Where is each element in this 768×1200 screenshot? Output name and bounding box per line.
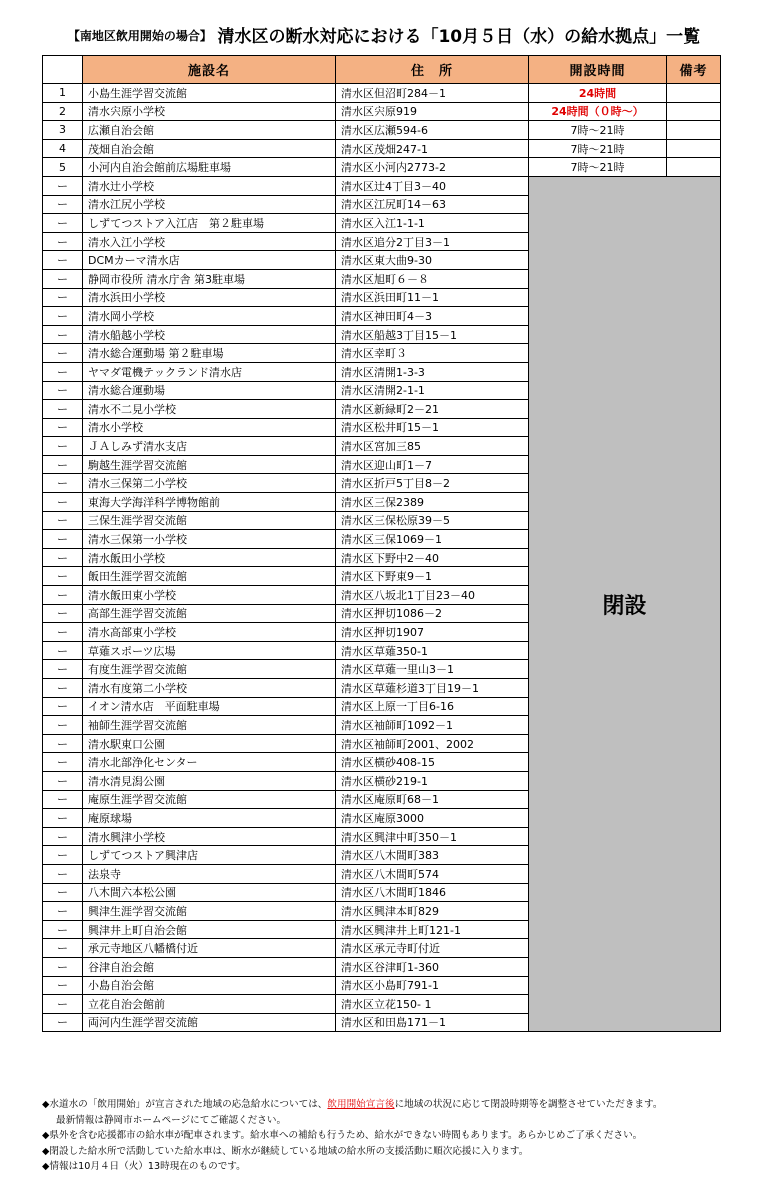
note-1-sub: 最新情報は静岡市ホームページにてご確認ください。 [56,1114,287,1126]
facility-address: 清水区浜田町11－1 [336,288,529,307]
row-number: ー [43,418,83,437]
facility-address: 清水区宍原919 [336,102,529,121]
facility-name: ＪＡしみず清水支店 [83,437,336,456]
facility-address: 清水区東大曲9-30 [336,251,529,270]
facility-address: 清水区江尻町14－63 [336,195,529,214]
header-hours: 開設時間 [529,56,667,84]
table-row [43,176,721,195]
header-remarks: 備考 [667,56,721,84]
facility-address: 清水区迎山町1－7 [336,455,529,474]
facility-name: 清水清見潟公園 [83,771,336,790]
facility-address: 清水区谷津町1-360 [336,957,529,976]
row-number: ー [43,474,83,493]
facility-name: 清水三保第二小学校 [83,474,336,493]
facility-address: 清水区興津本町829 [336,902,529,921]
facility-name: 小河内自治会館前広場駐車場 [83,158,336,177]
facility-address: 清水区八木間町383 [336,846,529,865]
facility-address: 清水区袖師町2001、2002 [336,734,529,753]
row-number: ー [43,400,83,419]
facility-name: 清水飯田東小学校 [83,586,336,605]
row-number: ー [43,493,83,512]
row-number: ー [43,771,83,790]
facility-name: 広瀬自治会館 [83,121,336,140]
table-row [43,121,721,140]
note-1 [42,1097,742,1113]
remarks-cell [667,158,721,177]
opening-hours: 7時～21時 [529,139,667,158]
facility-address: 清水区辻4丁目3－40 [336,176,529,195]
row-number: ー [43,846,83,865]
header-address: 住 所 [336,56,529,84]
title-prefix: 【南地区飲用開始の場合】 [67,29,212,43]
facility-name: 清水小学校 [83,418,336,437]
facility-address: 清水区興津井上町121-1 [336,920,529,939]
facility-name: 清水不二見小学校 [83,400,336,419]
facility-name: 清水三保第一小学校 [83,530,336,549]
row-number: ー [43,623,83,642]
facility-address: 清水区八坂北1丁目23－40 [336,586,529,605]
facility-name: 谷津自治会館 [83,957,336,976]
facility-name: 清水船越小学校 [83,325,336,344]
opening-hours: 24時間 [529,84,667,103]
remarks-cell [667,102,721,121]
facility-address: 清水区小島町791-1 [336,976,529,995]
facility-address: 清水区清開2-1-1 [336,381,529,400]
row-number: ー [43,827,83,846]
opening-hours: 7時～21時 [529,121,667,140]
facility-address: 清水区庵原3000 [336,809,529,828]
facility-address: 清水区旭町６－８ [336,269,529,288]
facility-name: 興津生涯学習交流館 [83,902,336,921]
facility-address: 清水区袖師町1092－1 [336,716,529,735]
facility-name: 駒越生涯学習交流館 [83,455,336,474]
row-number: 4 [43,139,83,158]
facility-name: DCMカーマ清水店 [83,251,336,270]
facility-address: 清水区横砂219-1 [336,771,529,790]
facility-address: 清水区折戸5丁目8－2 [336,474,529,493]
header-num [43,56,83,84]
table-row [43,158,721,177]
facility-name: 清水総合運動場 [83,381,336,400]
row-number: ー [43,697,83,716]
row-number: ー [43,381,83,400]
facility-address: 清水区追分2丁目3－1 [336,232,529,251]
row-number: ー [43,660,83,679]
facility-address: 清水区草薙350-1 [336,641,529,660]
facility-name: 清水岡小学校 [83,307,336,326]
facility-address: 清水区三保1069－1 [336,530,529,549]
facility-name: 袖師生涯学習交流館 [83,716,336,735]
facility-address: 清水区八木間町574 [336,864,529,883]
row-number: ー [43,734,83,753]
facility-address: 清水区押切1086－2 [336,604,529,623]
facility-address: 清水区小河内2773-2 [336,158,529,177]
facility-name: 清水飯田小学校 [83,548,336,567]
row-number: ー [43,530,83,549]
notes [42,1097,742,1175]
closed-status: 閉設 [529,176,721,1031]
facility-name: 清水有度第二小学校 [83,679,336,698]
facility-address: 清水区下野東9－1 [336,567,529,586]
title-main: 清水区の断水対応における「10月５日（水）の給水拠点」一覧 [217,27,701,47]
row-number: ー [43,251,83,270]
row-number: 1 [43,84,83,103]
facility-address: 清水区草薙一里山3－1 [336,660,529,679]
facility-address: 清水区押切1907 [336,623,529,642]
facility-address: 清水区三保松原39－5 [336,511,529,530]
facility-name: 清水総合運動場 第２駐車場 [83,344,336,363]
row-number: ー [43,176,83,195]
row-number: ー [43,716,83,735]
facility-name: 茂畑自治会館 [83,139,336,158]
facility-name: 興津井上町自治会館 [83,920,336,939]
facility-name: 高部生涯学習交流館 [83,604,336,623]
facility-address: 清水区興津中町350－1 [336,827,529,846]
water-supply-table [42,55,721,1032]
row-number: ー [43,1013,83,1032]
facility-address: 清水区船越3丁目15－1 [336,325,529,344]
row-number: ー [43,307,83,326]
header-name: 施設名 [83,56,336,84]
row-number: ー [43,902,83,921]
page-title [0,22,768,47]
row-number: ー [43,269,83,288]
facility-name: 清水浜田小学校 [83,288,336,307]
facility-name: 清水江尻小学校 [83,195,336,214]
row-number: ー [43,976,83,995]
row-number: 2 [43,102,83,121]
facility-address: 清水区新緑町2－21 [336,400,529,419]
row-number: ー [43,604,83,623]
facility-address: 清水区神田町4－3 [336,307,529,326]
opening-hours: 24時間（０時～） [529,102,667,121]
facility-name: ヤマダ電機テックランド清水店 [83,362,336,381]
facility-name: イオン清水店 平面駐車場 [83,697,336,716]
facility-name: 清水入江小学校 [83,232,336,251]
facility-name: 清水興津小学校 [83,827,336,846]
facility-address: 清水区上原一丁目6-16 [336,697,529,716]
row-number: ー [43,864,83,883]
remarks-cell [667,121,721,140]
table-row [43,84,721,103]
facility-name: 草薙スポーツ広場 [83,641,336,660]
row-number: ー [43,883,83,902]
facility-name: 東海大学海洋科学博物館前 [83,493,336,512]
row-number: ー [43,957,83,976]
facility-address: 清水区三保2389 [336,493,529,512]
facility-address: 清水区幸町３ [336,344,529,363]
facility-address: 清水区宮加三85 [336,437,529,456]
row-number: ー [43,344,83,363]
row-number: ー [43,939,83,958]
note-2: ◆県外を含む応援都市の給水車が配車されます。給水車への補給も行うため、給水ができない時間もあります。あらかじめご了承ください。 [42,1130,643,1141]
facility-address: 清水区和田島171－1 [336,1013,529,1032]
row-number: ー [43,809,83,828]
row-number: ー [43,679,83,698]
facility-address: 清水区清開1-3-3 [336,362,529,381]
facility-name: 清水北部浄化センター [83,753,336,772]
row-number: ー [43,995,83,1014]
facility-name: 有度生涯学習交流館 [83,660,336,679]
row-number: ー [43,511,83,530]
facility-address: 清水区承元寺町付近 [336,939,529,958]
facility-name: 清水高部東小学校 [83,623,336,642]
row-number: ー [43,567,83,586]
table-row [43,139,721,158]
facility-name: 清水駅東口公園 [83,734,336,753]
facility-address: 清水区草薙杉道3丁目19－1 [336,679,529,698]
row-number: ー [43,455,83,474]
table-row [43,102,721,121]
row-number: ー [43,586,83,605]
facility-address: 清水区但沼町284－1 [336,84,529,103]
facility-name: 三保生涯学習交流館 [83,511,336,530]
facility-name: 八木間六本松公園 [83,883,336,902]
row-number: ー [43,641,83,660]
row-number: 5 [43,158,83,177]
facility-name: 承元寺地区八幡橋付近 [83,939,336,958]
facility-name: 清水辻小学校 [83,176,336,195]
row-number: ー [43,437,83,456]
note-4: ◆情報は10月４日（火）13時現在のものです。 [42,1161,246,1172]
row-number: ー [43,325,83,344]
row-number: ー [43,195,83,214]
facility-address: 清水区松井町15－1 [336,418,529,437]
note-1-text: ◆水道水の「飲用開始」が宣言された地域の応急給水については、 [42,1099,328,1110]
facility-name: 飯田生涯学習交流館 [83,567,336,586]
row-number: ー [43,288,83,307]
facility-address: 清水区広瀬594-6 [336,121,529,140]
note-1-highlight: 飲用開始宣言後 [327,1099,395,1110]
row-number: ー [43,214,83,233]
row-number: 3 [43,121,83,140]
facility-address: 清水区下野中2－40 [336,548,529,567]
remarks-cell [667,84,721,103]
facility-name: 清水宍原小学校 [83,102,336,121]
note-3: ◆閉設した給水所で活動していた給水車は、断水が継続している地域の給水所の支援活動に順次応援に入ります。 [42,1145,529,1157]
facility-name: 庵原生涯学習交流館 [83,790,336,809]
facility-name: 両河内生涯学習交流館 [83,1013,336,1032]
row-number: ー [43,790,83,809]
row-number: ー [43,920,83,939]
note-1-text-2: に地域の状況に応じて閉設時期等を調整させていただきます。 [394,1099,663,1110]
facility-address: 清水区立花150- 1 [336,995,529,1014]
table-header-row [43,56,721,84]
facility-name: 小島自治会館 [83,976,336,995]
facility-name: 静岡市役所 清水庁舎 第3駐車場 [83,269,336,288]
facility-address: 清水区八木間町1846 [336,883,529,902]
facility-name: 庵原球場 [83,809,336,828]
facility-name: 法泉寺 [83,864,336,883]
facility-address: 清水区茂畑247-1 [336,139,529,158]
facility-name: しずてつストア興津店 [83,846,336,865]
opening-hours: 7時～21時 [529,158,667,177]
row-number: ー [43,753,83,772]
row-number: ー [43,362,83,381]
row-number: ー [43,548,83,567]
facility-address: 清水区横砂408-15 [336,753,529,772]
facility-name: しずてつストア入江店 第２駐車場 [83,214,336,233]
remarks-cell [667,139,721,158]
facility-name: 立花自治会館前 [83,995,336,1014]
facility-address: 清水区入江1-1-1 [336,214,529,233]
facility-name: 小島生涯学習交流館 [83,84,336,103]
facility-address: 清水区庵原町68－1 [336,790,529,809]
row-number: ー [43,232,83,251]
